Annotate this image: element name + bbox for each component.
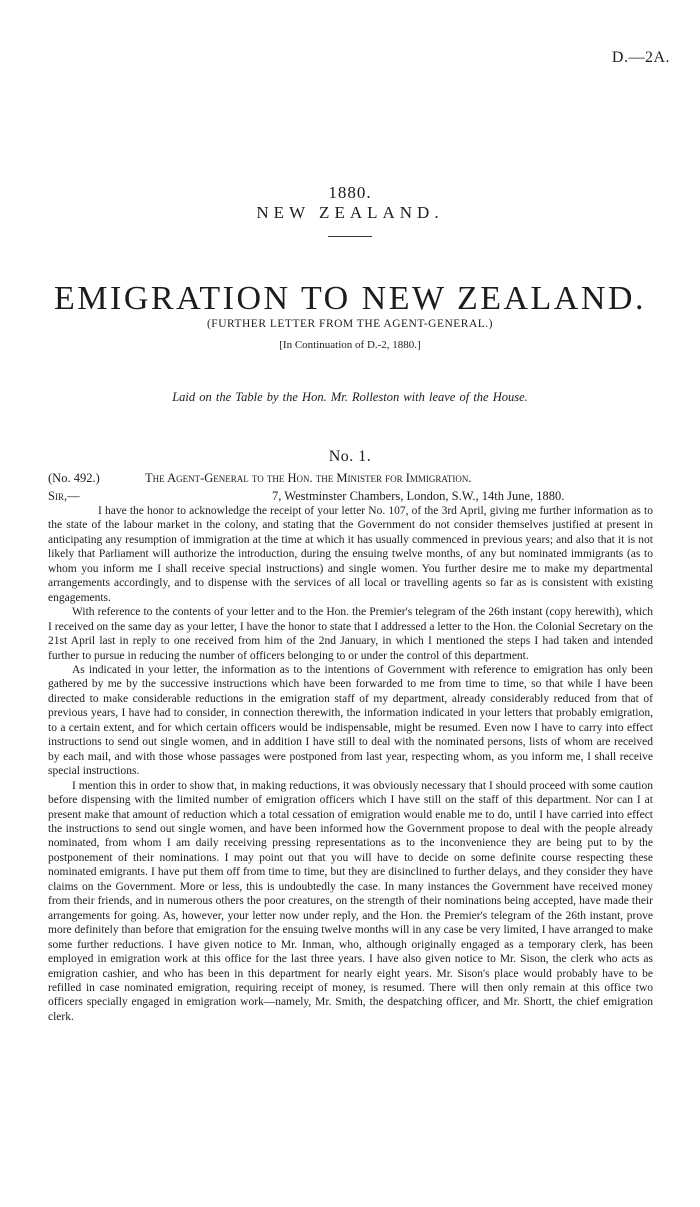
continuation-note: [In Continuation of D.-2, 1880.] — [279, 339, 421, 351]
letter-addressee: The Agent-General to the Hon. the Minister for Immigration. — [145, 471, 472, 485]
letter-number: No. 1. — [328, 448, 372, 465]
letter-paragraph: I mention this in order to show that, in making reductions, it was obviously necessary that I should proceed with some caution before dispensing with the limited number of emigration officers which I have still on the staff of this department. Nor can I at present make that amount of reduction which a total cessation of emigration would enable me to do, until I have carried into effect the instructions to send out single women, and have been informed how the Government propose to deal with the people already nominated, from whom I am daily receiving pressing representations as to the inconvenience they are being put to by the postponement of their nominations. I may point out that you will have to decide on some definite course respecting these nominated emigrants. I have put them off from time to time, but they are disinclined to further delays, and they consider they have claims on the Government. More or less, this is undoubtedly the case. In many instances the Government have received money from their friends, and in numerous others the poor creatures, on the strength of their nominations being accepted, have made their arrangements for going. As, however, your letter now under reply, and the Hon. the Premier's telegram of the 26th instant, prove more definitely than before that emigration for the ensuing twelve months will in any case be very limited, I have arranged to make some further reductions. I have given notice to Mr. Inman, who, although originally engaged as a temporary clerk, has been employed in emigration work at this office for the last three years. I have also given notice to Mr. Sison, the clerk who acts as emigration cashier, and who has been in this department for nearly eight years. Mr. Sison's place would probably have to be refilled in case nominated emigration, requiring receipt of money, is resumed. There will then only remain at this office two officers specially engaged in emigration work—namely, Mr. Smith, the despatching officer, and Mr. Shortt, the chief emigration clerk. — [48, 779, 653, 1023]
letter-salutation: Sir,— — [48, 489, 80, 503]
parliamentary-paper-reference: D.—2A. — [611, 49, 670, 66]
letter-address-date: 7, Westminster Chambers, London, S.W., 14th June, 1880. — [272, 489, 565, 503]
letter-paragraph: With reference to the contents of your letter and to the Hon. the Premier's telegram of the 26th instant (copy herewith), which I received on the same day as your letter, I have the honor to state that I addressed a letter to the Hon. the Colonial Secretary on the 21st April last in reply to one received from him of the 2nd January, in which I mentioned the steps I had taken and intended further to pursue in reducing the number of officers belonging to or under the control of this department. — [48, 606, 653, 662]
letter-paragraph: As indicated in your letter, the information as to the intentions of Government with reference to emigration has only been gathered by me by the successive instructions which have been forwarded to me from time to time, so that while I have been directed to make considerable reductions in the emigration staff of my department, already considerably reduced from that of previous years, I have had to consider, in connection therewith, the information indicated in your letters that probably emigration, to a certain extent, and for which certain officers would be indispensable, might be resumed. Even now I have to carry into effect instructions to send out single women, and in addition I have still to deal with the nominated persons, lists of whom are received by each mail, and with those whose passages were postponed from last year, respecting whom, as you inform me, I shall receive special instructions. — [48, 663, 653, 778]
laid-on-table-note: Laid on the Table by the Hon. Mr. Rolleston with leave of the House. — [172, 390, 528, 404]
document-title: EMIGRATION TO NEW ZEALAND. — [54, 280, 646, 317]
document-subtitle: (FURTHER LETTER FROM THE AGENT-GENERAL.) — [206, 318, 494, 330]
letter-body — [48, 504, 653, 1024]
letter-reference-number: (No. 492.) — [48, 471, 100, 485]
letter-paragraph: I have the honor to acknowledge the receipt of your letter No. 107, of the 3rd April, giving me further information as to the state of the labour market in the colony, and stating that the Government do not consider themselves justified at present in anticipating any resumption of immigration at the time at which it has usually commenced in previous years; and also that it is not likely that Parliament will authorize the introduction, during the ensuing twelve months, of any but nominated immigrants (as to whom you inform me I shall receive special instructions) and single women. You further desire me to make my departmental arrangements accordingly, and to dispense with the services of all local or travelling agents so far as is consistent with existing engagements. — [48, 505, 653, 604]
session-year: 1880. — [328, 183, 372, 202]
country-heading: NEW ZEALAND. — [256, 203, 444, 222]
title-rule — [328, 236, 372, 237]
